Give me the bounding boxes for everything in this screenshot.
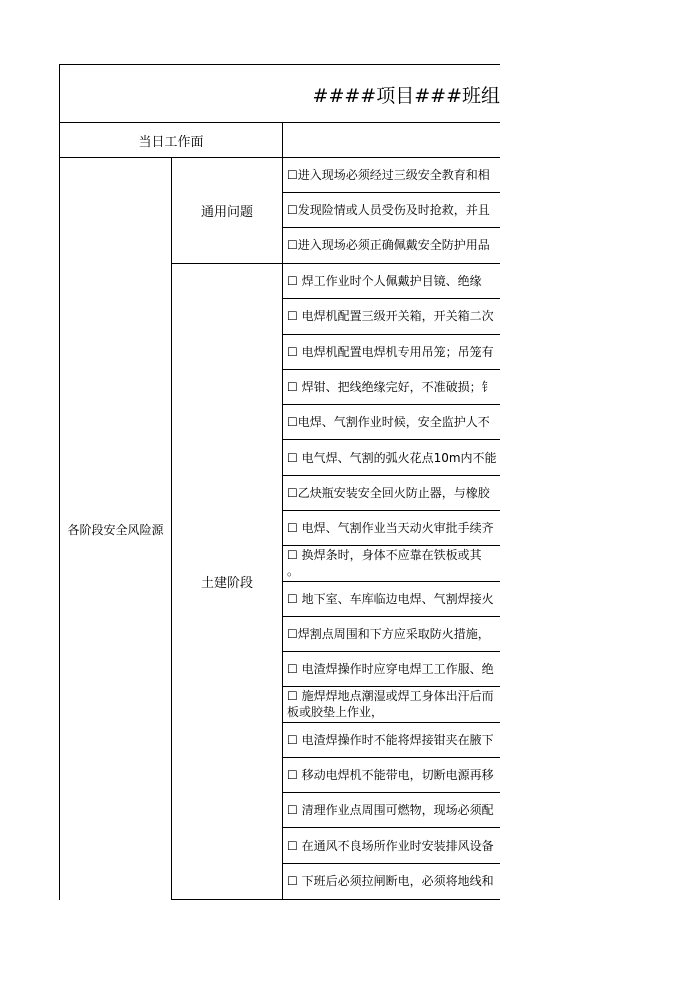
checklist-item[interactable]	[287, 723, 500, 757]
group-label-general: 通用问题	[200, 205, 253, 220]
checklist-item-text: ☐ 移动电焊机不能带电，切断电源再移	[287, 768, 494, 782]
work-face-value[interactable]	[283, 123, 500, 157]
checklist-item-text: ☐进入现场必须正确佩戴安全防护用品	[287, 238, 490, 252]
checklist-item[interactable]	[287, 370, 500, 404]
checklist-item[interactable]	[287, 687, 500, 721]
checklist-item[interactable]	[287, 335, 500, 369]
checklist-item[interactable]	[287, 828, 500, 862]
section-label: 各阶段安全风险源	[67, 522, 164, 537]
page-title: ####项目###班组	[312, 84, 500, 107]
checklist-item[interactable]	[287, 758, 500, 792]
checklist-item[interactable]	[287, 546, 500, 580]
checklist-item[interactable]	[287, 793, 500, 827]
checklist-item[interactable]	[287, 193, 500, 227]
work-face-label: 当日工作面	[138, 134, 204, 150]
checklist-item[interactable]	[287, 617, 500, 651]
checklist-item-text: ☐ 电焊机配置三级开关箱，开关箱二次	[287, 309, 494, 324]
checklist-item[interactable]	[287, 158, 500, 192]
checklist-item-text: ☐ 地下室、车库临边电焊、气割焊接火	[287, 591, 494, 606]
checklist-item[interactable]	[287, 511, 500, 545]
checklist-item-text: ☐焊割点周围和下方应采取防火措施，	[287, 626, 490, 641]
checklist-item-text: 。	[287, 564, 300, 579]
checklist-item-text: 板或胶垫上作业，	[287, 705, 384, 720]
checklist-item[interactable]	[287, 652, 500, 686]
checklist-item-text: ☐ 清理作业点周围可燃物，现场必须配	[287, 803, 494, 818]
checklist-item-text: ☐ 电气焊、气割的弧火花点10m内不能	[287, 450, 497, 465]
checklist-item-text: ☐ 在通风不良场所作业时安装排风设备	[287, 838, 494, 853]
checklist-item-text: ☐ 电渣焊操作时应穿电焊工工作服、绝	[287, 662, 494, 677]
checklist-item-text: ☐ 换焊条时，身体不应靠在铁板或其	[287, 548, 482, 563]
checklist-item-text: ☐ 电焊、气割作业当天动火审批手续齐	[287, 521, 494, 536]
checklist-item[interactable]	[287, 864, 500, 898]
checklist-item-text: ☐ 下班后必须拉闸断电，必须将地线和	[287, 873, 494, 888]
column-divider	[282, 157, 283, 900]
checklist-item[interactable]	[287, 440, 500, 474]
checklist-item[interactable]	[287, 405, 500, 439]
checklist-item-text: ☐发现险情或人员受伤及时抢救，并且	[287, 203, 490, 217]
checklist-item[interactable]	[287, 264, 500, 298]
checklist-item[interactable]	[287, 476, 500, 510]
checklist-item[interactable]	[287, 582, 500, 616]
checklist-item-text: ☐ 施焊焊地点潮湿或焊工身体出汗后而	[287, 689, 494, 704]
checklist-item-text: ☐ 焊工作业时个人佩戴护目镜、绝缘	[287, 274, 482, 289]
group-bottom-border	[171, 899, 500, 900]
checklist-item-text: ☐ 电渣焊操作时不能将焊接钳夹在腋下	[287, 732, 494, 747]
checklist-item-text: ☐进入现场必须经过三级安全教育和相	[287, 168, 490, 182]
checklist-item-text: ☐ 电焊机配置电焊机专用吊笼；吊笼有	[287, 344, 494, 359]
checklist-item-text: ☐乙炔瓶安装安全回火防止器，与橡胶	[287, 485, 490, 500]
checklist-item-text: ☐电焊、气割作业时候，安全监护人不	[287, 415, 490, 430]
checklist-item[interactable]	[287, 299, 500, 333]
checklist-item-text: ☐ 焊钳、把线绝缘完好，不准破损；钅	[287, 379, 494, 394]
checklist-item[interactable]	[287, 228, 500, 262]
group-label-civil: 土建阶段	[200, 576, 253, 591]
